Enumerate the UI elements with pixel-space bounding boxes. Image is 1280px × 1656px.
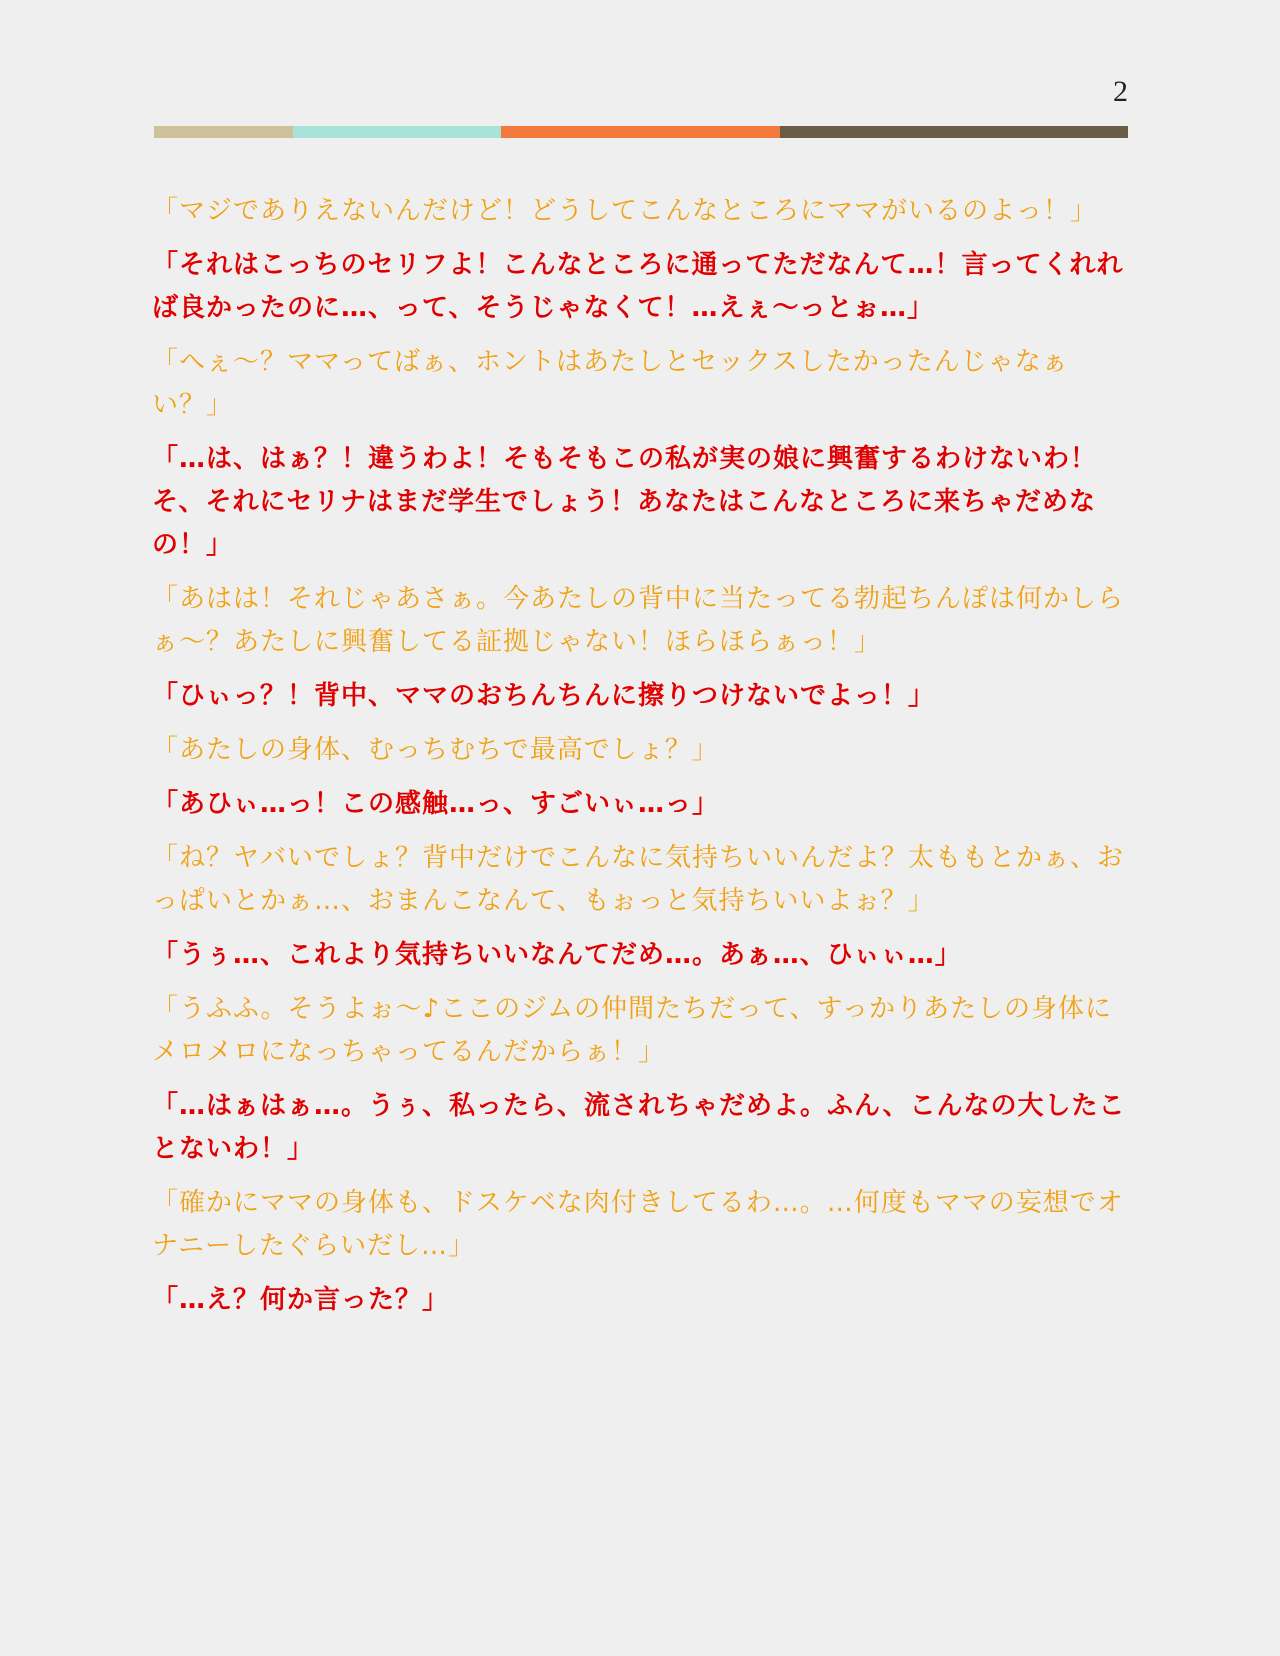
color-bar-segment-brown xyxy=(780,126,1128,138)
color-bar-segment-mint xyxy=(293,126,501,138)
header-color-bar xyxy=(154,126,1128,138)
dialogue-line: 「うぅ…、これより気持ちいいなんてだめ…。あぁ…、ひぃぃ…」 xyxy=(152,940,962,970)
dialogue-line: 「それはこっちのセリフよ！こんなところに通ってただなんて…！言ってくれれば良かったのに…、って、そうじゃなくて！…えぇ〜っとぉ…」 xyxy=(152,250,1124,323)
dialogue-body xyxy=(152,190,1127,1333)
dialogue-line: 「…はぁはぁ…。うぅ、私ったら、流されちゃだめよ。ふん、こんなの大したことないわ！」 xyxy=(152,1091,1126,1164)
dialogue-line: 「マジでありえないんだけど！どうしてこんなところにママがいるのよっ！」 xyxy=(152,196,1098,226)
dialogue-line: 「へぇ〜？ママってばぁ、ホントはあたしとセックスしたかったんじゃなぁい？」 xyxy=(152,347,1069,420)
dialogue-line: 「ひぃっ？！背中、ママのおちんちんに擦りつけないでよっ！」 xyxy=(152,681,936,711)
dialogue-line: 「あはは！それじゃあさぁ。今あたしの背中に当たってる勃起ちんぽは何かしらぁ〜？あたしに興奮してる証拠じゃない！ほらほらぁっ！」 xyxy=(152,584,1125,657)
dialogue-line: 「うふふ。そうよぉ〜♪ここのジムの仲間たちだって、すっかりあたしの身体にメロメロになっちゃってるんだからぁ！」 xyxy=(152,994,1112,1067)
color-bar-segment-orange xyxy=(501,126,780,138)
dialogue-line: 「あひぃ…っ！この感触…っ、すごいぃ…っ」 xyxy=(152,789,720,819)
dialogue-line: 「ね？ヤバいでしょ？背中だけでこんなに気持ちいいんだよ？太ももとかぁ、おっぱいとかぁ…、おまんこなんて、もぉっと気持ちいいよぉ？」 xyxy=(152,843,1125,916)
dialogue-line: 「確かにママの身体も、ドスケベな肉付きしてるわ…。…何度もママの妄想でオナニーしたぐらいだし…」 xyxy=(152,1188,1124,1261)
dialogue-line: 「…は、はぁ？！違うわよ！そもそもこの私が実の娘に興奮するわけないわ！そ、それにセリナはまだ学生でしょう！あなたはこんなところに来ちゃだめなの！」 xyxy=(152,444,1098,560)
page-number: 2 xyxy=(1113,75,1128,108)
dialogue-line: 「…え？何か言った？」 xyxy=(152,1285,450,1315)
dialogue-line: 「あたしの身体、むっちむちで最高でしょ？」 xyxy=(152,735,719,765)
color-bar-segment-tan xyxy=(154,126,293,138)
